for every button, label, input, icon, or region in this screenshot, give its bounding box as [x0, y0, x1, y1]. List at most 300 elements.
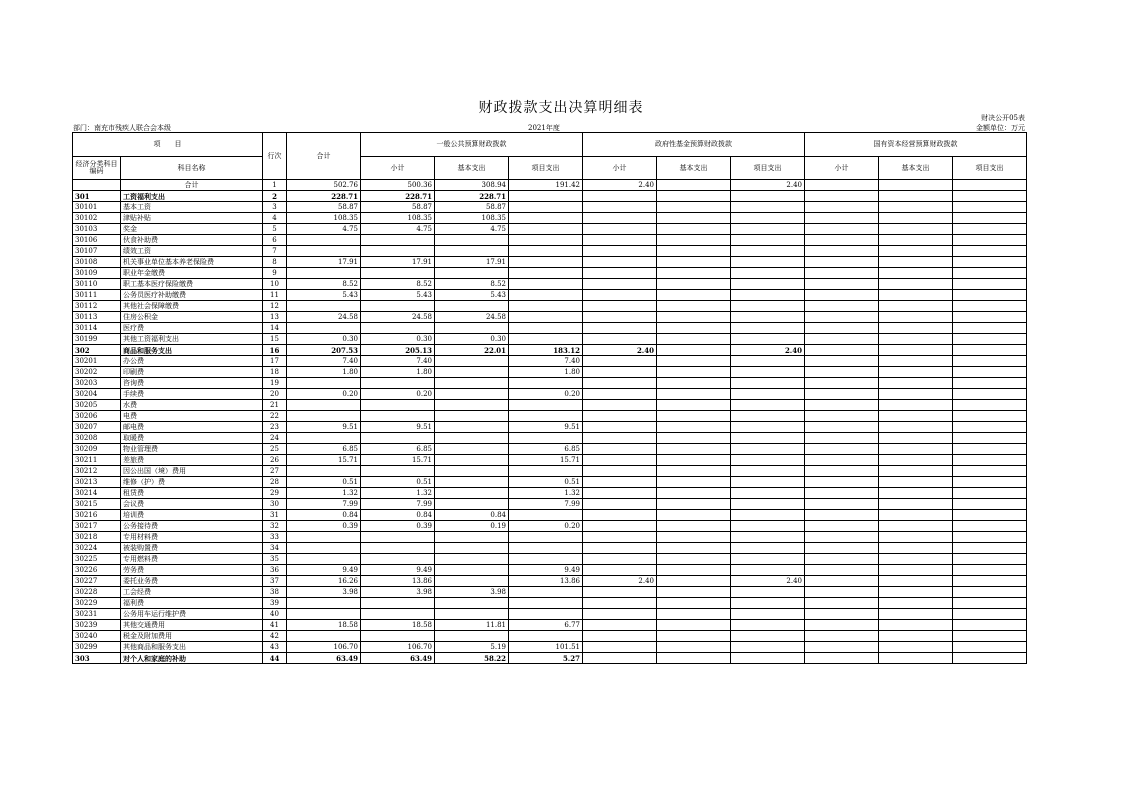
- row-fund-project: [731, 257, 805, 268]
- row-general-basic: [435, 323, 509, 334]
- row-fund-basic: [657, 642, 731, 653]
- row-general-subtotal: 106.70: [361, 642, 435, 653]
- row-capital-basic: [879, 246, 953, 257]
- row-general-project: [509, 323, 583, 334]
- row-code: 30227: [73, 576, 121, 587]
- row-general-subtotal: 9.51: [361, 422, 435, 433]
- row-fund-subtotal: [583, 543, 657, 554]
- row-general-project: 183.12: [509, 345, 583, 356]
- header-name: 科目名称: [121, 157, 263, 180]
- row-general-basic: [435, 609, 509, 620]
- row-total: [287, 609, 361, 620]
- row-general-project: 0.20: [509, 521, 583, 532]
- row-capital-subtotal: [805, 268, 879, 279]
- row-line-no: 6: [263, 235, 287, 246]
- row-total: 228.71: [287, 191, 361, 202]
- row-capital-subtotal: [805, 620, 879, 631]
- row-capital-subtotal: [805, 422, 879, 433]
- row-capital-subtotal: [805, 587, 879, 598]
- row-fund-basic: [657, 202, 731, 213]
- row-total: [287, 378, 361, 389]
- row-general-basic: [435, 576, 509, 587]
- row-fund-project: [731, 433, 805, 444]
- row-fund-project: [731, 532, 805, 543]
- row-code: 30299: [73, 642, 121, 653]
- table-row: [73, 466, 1027, 477]
- row-general-subtotal: 6.85: [361, 444, 435, 455]
- row-capital-project: [953, 301, 1027, 312]
- row-fund-subtotal: [583, 499, 657, 510]
- row-name: 其他商品和服务支出: [121, 642, 263, 653]
- table-row: [73, 378, 1027, 389]
- row-general-project: 13.86: [509, 576, 583, 587]
- row-general-basic: [435, 433, 509, 444]
- row-capital-project: [953, 367, 1027, 378]
- table-row: [73, 389, 1027, 400]
- row-general-basic: [435, 235, 509, 246]
- row-general-project: [509, 433, 583, 444]
- row-fund-project: [731, 334, 805, 345]
- table-row: [73, 422, 1027, 433]
- row-fund-subtotal: [583, 268, 657, 279]
- row-name: 专用材料费: [121, 532, 263, 543]
- row-line-no: 44: [263, 653, 287, 664]
- row-code: 30110: [73, 279, 121, 290]
- row-general-subtotal: [361, 554, 435, 565]
- row-name: 其他社会保障缴费: [121, 301, 263, 312]
- row-general-basic: 0.84: [435, 510, 509, 521]
- row-total: 9.51: [287, 422, 361, 433]
- table-row: [73, 444, 1027, 455]
- row-line-no: 19: [263, 378, 287, 389]
- row-general-subtotal: [361, 323, 435, 334]
- row-capital-project: [953, 587, 1027, 598]
- row-capital-subtotal: [805, 510, 879, 521]
- row-general-project: 6.85: [509, 444, 583, 455]
- row-capital-subtotal: [805, 488, 879, 499]
- row-general-subtotal: [361, 631, 435, 642]
- row-capital-basic: [879, 521, 953, 532]
- row-line-no: 41: [263, 620, 287, 631]
- row-capital-basic: [879, 477, 953, 488]
- row-general-basic: [435, 543, 509, 554]
- row-capital-project: [953, 466, 1027, 477]
- row-general-project: [509, 224, 583, 235]
- row-code: 30101: [73, 202, 121, 213]
- row-general-basic: [435, 488, 509, 499]
- row-fund-project: [731, 455, 805, 466]
- row-name: 其他交通费用: [121, 620, 263, 631]
- row-total: 1.32: [287, 488, 361, 499]
- row-code: 30218: [73, 532, 121, 543]
- row-line-no: 33: [263, 532, 287, 543]
- table-row: [73, 235, 1027, 246]
- row-line-no: 30: [263, 499, 287, 510]
- row-fund-basic: [657, 499, 731, 510]
- row-capital-basic: [879, 213, 953, 224]
- row-total: 502.76: [287, 180, 361, 191]
- row-general-subtotal: [361, 433, 435, 444]
- row-line-no: 1: [263, 180, 287, 191]
- row-general-basic: 22.01: [435, 345, 509, 356]
- table-row: [73, 477, 1027, 488]
- row-fund-basic: [657, 312, 731, 323]
- row-capital-project: [953, 356, 1027, 367]
- header-total: 合计: [287, 133, 361, 180]
- row-line-no: 4: [263, 213, 287, 224]
- row-capital-subtotal: [805, 213, 879, 224]
- row-total: 6.85: [287, 444, 361, 455]
- row-fund-basic: [657, 235, 731, 246]
- row-name: 福利费: [121, 598, 263, 609]
- row-general-basic: [435, 268, 509, 279]
- row-capital-subtotal: [805, 565, 879, 576]
- row-general-basic: [435, 367, 509, 378]
- row-fund-subtotal: [583, 653, 657, 664]
- row-fund-basic: [657, 554, 731, 565]
- row-line-no: 39: [263, 598, 287, 609]
- row-total: 3.98: [287, 587, 361, 598]
- table-row: [73, 356, 1027, 367]
- row-general-basic: 0.19: [435, 521, 509, 532]
- row-fund-subtotal: [583, 334, 657, 345]
- row-code: 30208: [73, 433, 121, 444]
- row-total: [287, 268, 361, 279]
- row-fund-subtotal: [583, 202, 657, 213]
- row-fund-basic: [657, 323, 731, 334]
- table-row: [73, 631, 1027, 642]
- row-fund-subtotal: [583, 554, 657, 565]
- row-fund-project: [731, 565, 805, 576]
- row-general-project: 1.80: [509, 367, 583, 378]
- row-general-subtotal: 63.49: [361, 653, 435, 664]
- form-number: 财决公开05表: [981, 114, 1025, 122]
- row-fund-subtotal: [583, 521, 657, 532]
- row-fund-basic: [657, 433, 731, 444]
- row-fund-subtotal: [583, 598, 657, 609]
- row-code: 30226: [73, 565, 121, 576]
- row-fund-project: [731, 587, 805, 598]
- row-capital-subtotal: [805, 246, 879, 257]
- row-capital-subtotal: [805, 235, 879, 246]
- row-code: 30106: [73, 235, 121, 246]
- row-general-subtotal: 4.75: [361, 224, 435, 235]
- row-fund-subtotal: [583, 422, 657, 433]
- row-general-basic: 0.30: [435, 334, 509, 345]
- row-name: 对个人和家庭的补助: [121, 653, 263, 664]
- row-general-subtotal: [361, 411, 435, 422]
- row-capital-subtotal: [805, 202, 879, 213]
- table-row: [73, 455, 1027, 466]
- row-general-subtotal: [361, 268, 435, 279]
- row-general-project: [509, 202, 583, 213]
- header-fund-budget: 政府性基金预算财政拨款: [583, 133, 805, 157]
- row-fund-basic: [657, 521, 731, 532]
- row-fund-basic: [657, 598, 731, 609]
- row-capital-subtotal: [805, 301, 879, 312]
- row-fund-subtotal: 2.40: [583, 576, 657, 587]
- row-capital-subtotal: [805, 499, 879, 510]
- row-fund-basic: [657, 422, 731, 433]
- row-fund-basic: [657, 620, 731, 631]
- row-capital-subtotal: [805, 609, 879, 620]
- table-row: [73, 587, 1027, 598]
- row-general-basic: 24.58: [435, 312, 509, 323]
- row-capital-project: [953, 499, 1027, 510]
- row-name: 公务用车运行维护费: [121, 609, 263, 620]
- row-code: 303: [73, 653, 121, 664]
- table-row: [73, 180, 1027, 191]
- row-general-subtotal: 228.71: [361, 191, 435, 202]
- row-general-subtotal: 0.39: [361, 521, 435, 532]
- table-row: [73, 411, 1027, 422]
- row-general-basic: [435, 598, 509, 609]
- row-name: 合计: [121, 180, 263, 191]
- row-general-basic: [435, 499, 509, 510]
- row-name: 租赁费: [121, 488, 263, 499]
- table-row: [73, 532, 1027, 543]
- row-code: 30109: [73, 268, 121, 279]
- row-general-basic: [435, 466, 509, 477]
- row-general-basic: 17.91: [435, 257, 509, 268]
- row-capital-project: [953, 246, 1027, 257]
- row-general-subtotal: [361, 543, 435, 554]
- table-row: [73, 224, 1027, 235]
- row-total: [287, 400, 361, 411]
- row-fund-project: [731, 191, 805, 202]
- row-fund-basic: [657, 279, 731, 290]
- row-capital-project: [953, 411, 1027, 422]
- row-capital-project: [953, 433, 1027, 444]
- row-capital-project: [953, 180, 1027, 191]
- row-code: 30209: [73, 444, 121, 455]
- row-capital-basic: [879, 334, 953, 345]
- row-name: 商品和服务支出: [121, 345, 263, 356]
- row-capital-project: [953, 554, 1027, 565]
- row-general-project: 7.99: [509, 499, 583, 510]
- row-general-subtotal: [361, 532, 435, 543]
- row-name: 印刷费: [121, 367, 263, 378]
- row-fund-subtotal: [583, 246, 657, 257]
- row-code: 30107: [73, 246, 121, 257]
- row-fund-project: [731, 620, 805, 631]
- row-capital-project: [953, 653, 1027, 664]
- row-fund-basic: [657, 191, 731, 202]
- row-line-no: 34: [263, 543, 287, 554]
- row-capital-subtotal: [805, 334, 879, 345]
- row-name: 奖金: [121, 224, 263, 235]
- row-code: 30215: [73, 499, 121, 510]
- row-total: [287, 235, 361, 246]
- row-general-project: [509, 290, 583, 301]
- row-general-basic: [435, 532, 509, 543]
- row-name: 伙食补助费: [121, 235, 263, 246]
- row-line-no: 16: [263, 345, 287, 356]
- table-row: [73, 334, 1027, 345]
- row-code: 302: [73, 345, 121, 356]
- row-code: 30228: [73, 587, 121, 598]
- row-name: 水费: [121, 400, 263, 411]
- row-fund-project: [731, 653, 805, 664]
- row-name: 取暖费: [121, 433, 263, 444]
- row-fund-project: [731, 598, 805, 609]
- table-row: [73, 598, 1027, 609]
- row-capital-project: [953, 202, 1027, 213]
- row-name: 手续费: [121, 389, 263, 400]
- row-capital-subtotal: [805, 543, 879, 554]
- row-fund-basic: [657, 543, 731, 554]
- row-total: 1.80: [287, 367, 361, 378]
- row-capital-subtotal: [805, 367, 879, 378]
- row-capital-project: [953, 389, 1027, 400]
- row-fund-basic: [657, 378, 731, 389]
- row-fund-project: [731, 224, 805, 235]
- row-general-basic: 58.87: [435, 202, 509, 213]
- row-capital-project: [953, 279, 1027, 290]
- row-fund-subtotal: [583, 488, 657, 499]
- row-capital-project: [953, 191, 1027, 202]
- row-fund-subtotal: [583, 433, 657, 444]
- row-fund-subtotal: [583, 609, 657, 620]
- row-name: 机关事业单位基本养老保险费: [121, 257, 263, 268]
- row-fund-basic: [657, 488, 731, 499]
- row-line-no: 5: [263, 224, 287, 235]
- row-general-basic: 228.71: [435, 191, 509, 202]
- row-total: 58.87: [287, 202, 361, 213]
- row-general-basic: [435, 378, 509, 389]
- row-capital-basic: [879, 444, 953, 455]
- row-general-subtotal: [361, 301, 435, 312]
- row-name: 津贴补贴: [121, 213, 263, 224]
- row-capital-basic: [879, 620, 953, 631]
- row-total: 106.70: [287, 642, 361, 653]
- row-capital-basic: [879, 180, 953, 191]
- row-name: 办公费: [121, 356, 263, 367]
- row-general-basic: 5.43: [435, 290, 509, 301]
- row-fund-basic: [657, 334, 731, 345]
- row-line-no: 25: [263, 444, 287, 455]
- row-general-subtotal: [361, 235, 435, 246]
- row-name: 职工基本医疗保险缴费: [121, 279, 263, 290]
- row-fund-basic: [657, 213, 731, 224]
- row-name: 税金及附加费用: [121, 631, 263, 642]
- row-fund-project: [731, 411, 805, 422]
- table-row: [73, 191, 1027, 202]
- row-fund-project: [731, 609, 805, 620]
- row-general-project: [509, 400, 583, 411]
- row-capital-basic: [879, 433, 953, 444]
- row-fund-project: [731, 279, 805, 290]
- row-fund-basic: [657, 290, 731, 301]
- report-title: 财政拨款支出决算明细表: [478, 100, 644, 116]
- row-capital-subtotal: [805, 411, 879, 422]
- row-code: 30113: [73, 312, 121, 323]
- row-capital-basic: [879, 499, 953, 510]
- row-fund-project: 2.40: [731, 180, 805, 191]
- row-general-subtotal: [361, 598, 435, 609]
- row-capital-project: [953, 488, 1027, 499]
- row-general-subtotal: [361, 400, 435, 411]
- row-fund-subtotal: [583, 235, 657, 246]
- row-line-no: 2: [263, 191, 287, 202]
- row-capital-basic: [879, 466, 953, 477]
- header-capital-budget: 国有资本经营预算财政拨款: [805, 133, 1027, 157]
- row-name: 培训费: [121, 510, 263, 521]
- row-general-project: 9.51: [509, 422, 583, 433]
- row-line-no: 17: [263, 356, 287, 367]
- row-line-no: 13: [263, 312, 287, 323]
- row-fund-subtotal: [583, 224, 657, 235]
- row-code: 30207: [73, 422, 121, 433]
- row-capital-project: [953, 532, 1027, 543]
- table-row: [73, 554, 1027, 565]
- row-capital-basic: [879, 653, 953, 664]
- row-general-subtotal: 15.71: [361, 455, 435, 466]
- row-line-no: 3: [263, 202, 287, 213]
- row-capital-project: [953, 444, 1027, 455]
- row-name: 专用燃料费: [121, 554, 263, 565]
- row-line-no: 31: [263, 510, 287, 521]
- table-row: [73, 323, 1027, 334]
- row-general-basic: 3.98: [435, 587, 509, 598]
- row-general-subtotal: 0.30: [361, 334, 435, 345]
- row-fund-project: [731, 400, 805, 411]
- table-row: [73, 268, 1027, 279]
- row-capital-basic: [879, 455, 953, 466]
- row-fund-basic: [657, 257, 731, 268]
- header-fund-project: 项目支出: [731, 157, 805, 180]
- row-fund-basic: [657, 565, 731, 576]
- row-capital-project: [953, 631, 1027, 642]
- row-fund-subtotal: [583, 587, 657, 598]
- row-general-subtotal: [361, 246, 435, 257]
- row-total: [287, 433, 361, 444]
- table-row: [73, 246, 1027, 257]
- row-fund-basic: [657, 609, 731, 620]
- row-code: 30240: [73, 631, 121, 642]
- row-general-subtotal: [361, 466, 435, 477]
- header-general-subtotal: 小计: [361, 157, 435, 180]
- row-capital-basic: [879, 257, 953, 268]
- row-fund-subtotal: [583, 444, 657, 455]
- row-fund-subtotal: [583, 356, 657, 367]
- amount-unit-label: 金额单位：万元: [976, 124, 1025, 132]
- row-fund-project: [731, 246, 805, 257]
- row-total: 0.51: [287, 477, 361, 488]
- row-capital-subtotal: [805, 466, 879, 477]
- row-capital-basic: [879, 378, 953, 389]
- row-line-no: 27: [263, 466, 287, 477]
- row-capital-project: [953, 257, 1027, 268]
- row-fund-project: [731, 268, 805, 279]
- row-code: 30108: [73, 257, 121, 268]
- table-row: [73, 400, 1027, 411]
- row-fund-project: [731, 499, 805, 510]
- row-code: 30229: [73, 598, 121, 609]
- header-general-budget: 一般公共预算财政拨款: [361, 133, 583, 157]
- row-capital-subtotal: [805, 477, 879, 488]
- row-total: 0.30: [287, 334, 361, 345]
- row-capital-project: [953, 213, 1027, 224]
- row-capital-project: [953, 224, 1027, 235]
- row-capital-basic: [879, 543, 953, 554]
- row-capital-subtotal: [805, 323, 879, 334]
- row-general-basic: 58.22: [435, 653, 509, 664]
- row-fund-subtotal: 2.40: [583, 345, 657, 356]
- row-fund-subtotal: [583, 191, 657, 202]
- row-code: 30206: [73, 411, 121, 422]
- row-capital-project: [953, 312, 1027, 323]
